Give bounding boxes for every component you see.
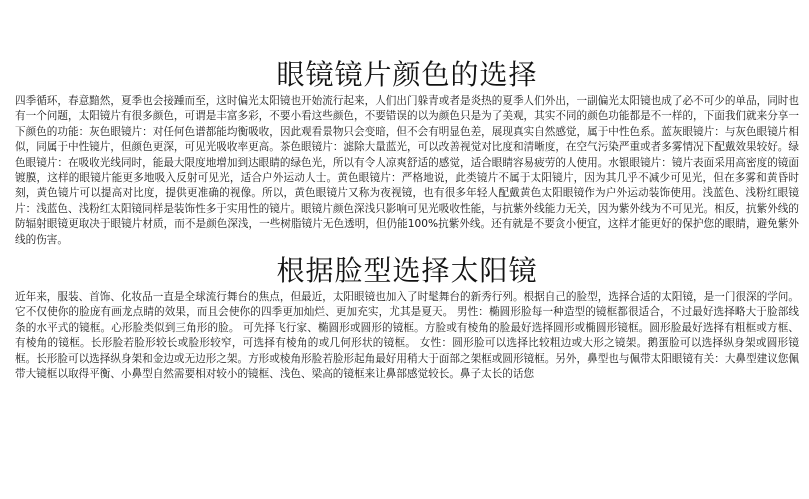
section-body-lens-color: 四季循环，春意黯然，夏季也会接踵而至，这时偏光太阳镜也开始流行起来，人们出门躲青或者是炎热的夏季人们外出，一副偏光太阳镜也成了必不可少的单品，同时也有一个问题，太阳镜片有很多颜色，可谓是丰富多彩，不要小看这些颜色，不要错误的以为颜色只是为了美观，其实不同的颜色功能都是不一样的，下面我们就来分享一下颜色的功能：灰色眼镜片：对任何色谱都能均衡吸收，因此观看景物只会变暗，但不会有明显色差，展现真实自然感觉，属于中性色系。蓝灰眼镜片：与灰色眼镜片相似，同属于中性镜片，但颜色更深，可见光吸收率更高。茶色眼镜片：滤除大量蓝光，可以改善视觉对比度和清晰度，在空气污染严重或者多雾情况下配戴效果较好。绿色眼镜片：在吸收光线同时，能最大限度地增加到达眼睛的绿色光，所以有令人凉爽舒适的感觉，适合眼睛容易疲劳的人使用。水银眼镜片：镜片表面采用高密度的镜面镀膜，这样的眼镜片能更多地吸入反射可见光，适合户外运动人士。黄色眼镜片：严格地说，此类镜片不属于太阳镜片，因为其几乎不减少可见光，但在多雾和黄昏时刻，黄色镜片可以提高对比度，提供更准确的视像。所以，黄色眼镜片又称为夜视镜，也有很多年轻人配戴黄色太阳眼镜作为户外运动装饰使用。浅蓝色、浅粉红眼镜片：浅蓝色、浅粉红太阳镜同样是装饰性多于实用性的镜片。眼镜片颜色深浅只影响可见光吸收性能，与抗紫外线能力无关，因为紫外线为不可见光。相反，抗紫外线的防辐射眼镜更取决于眼镜片材质，而不是颜色深浅，一些树脂镜片无色透明，但仍能100%抗紫外线。还有就是不要贪小便宜，这样才能更好的保护您的眼睛，避免紫外线的伤害。 [15, 95, 799, 246]
section-title-face-shape: 根据脸型选择太阳镜 [276, 254, 538, 288]
section-lens-color [15, 0, 799, 248]
section-title-lens-color: 眼镜镜片颜色的选择 [276, 58, 538, 91]
section-face-shape [15, 248, 799, 382]
section-body-face-shape: 近年来，服装、首饰、化妆品一直是全球流行舞台的焦点，但最近，太阳眼镜也加入了时髦舞台的新秀行列。根据自己的脸型，选择合适的太阳镜，是一门很深的学问。它不仅使你的脸庞有画龙点睛的效果，而且会使你的四季更加灿烂、更加充实，尤其是夏天。 男性：椭圆形脸每一种造型的镜框都很适合，不过最好选择略大于脸部线条的水平式的镜框。心形脸类似到三角形的脸。 可先择飞行家、椭圆形或圆形的镜框。方脸或有棱角的脸最好选择圆形或椭圆形镜框。圆形脸最好选择有粗框或方框、有棱角的镜框。长形脸若脸形较长或脸形较窄，可选择有棱角的或几何形状的镜框。 女性：圆形脸可以选择比较粗边或大形之镜架。鹅蛋脸可以选择纵身架或圆形镜框。长形脸可以选择纵身架和金边或无边形之架。方形或棱角形脸若脸形起角最好用稍大于面部之架框或圆形镜框。另外，鼻型也与佩带太阳眼镜有关：大鼻型建议您佩带大镜框以取得平衡、小鼻型自然需要相对较小的镜框、浅色、梁高的镜框来让鼻部感觉较长。鼻子太长的话您 [15, 291, 799, 381]
